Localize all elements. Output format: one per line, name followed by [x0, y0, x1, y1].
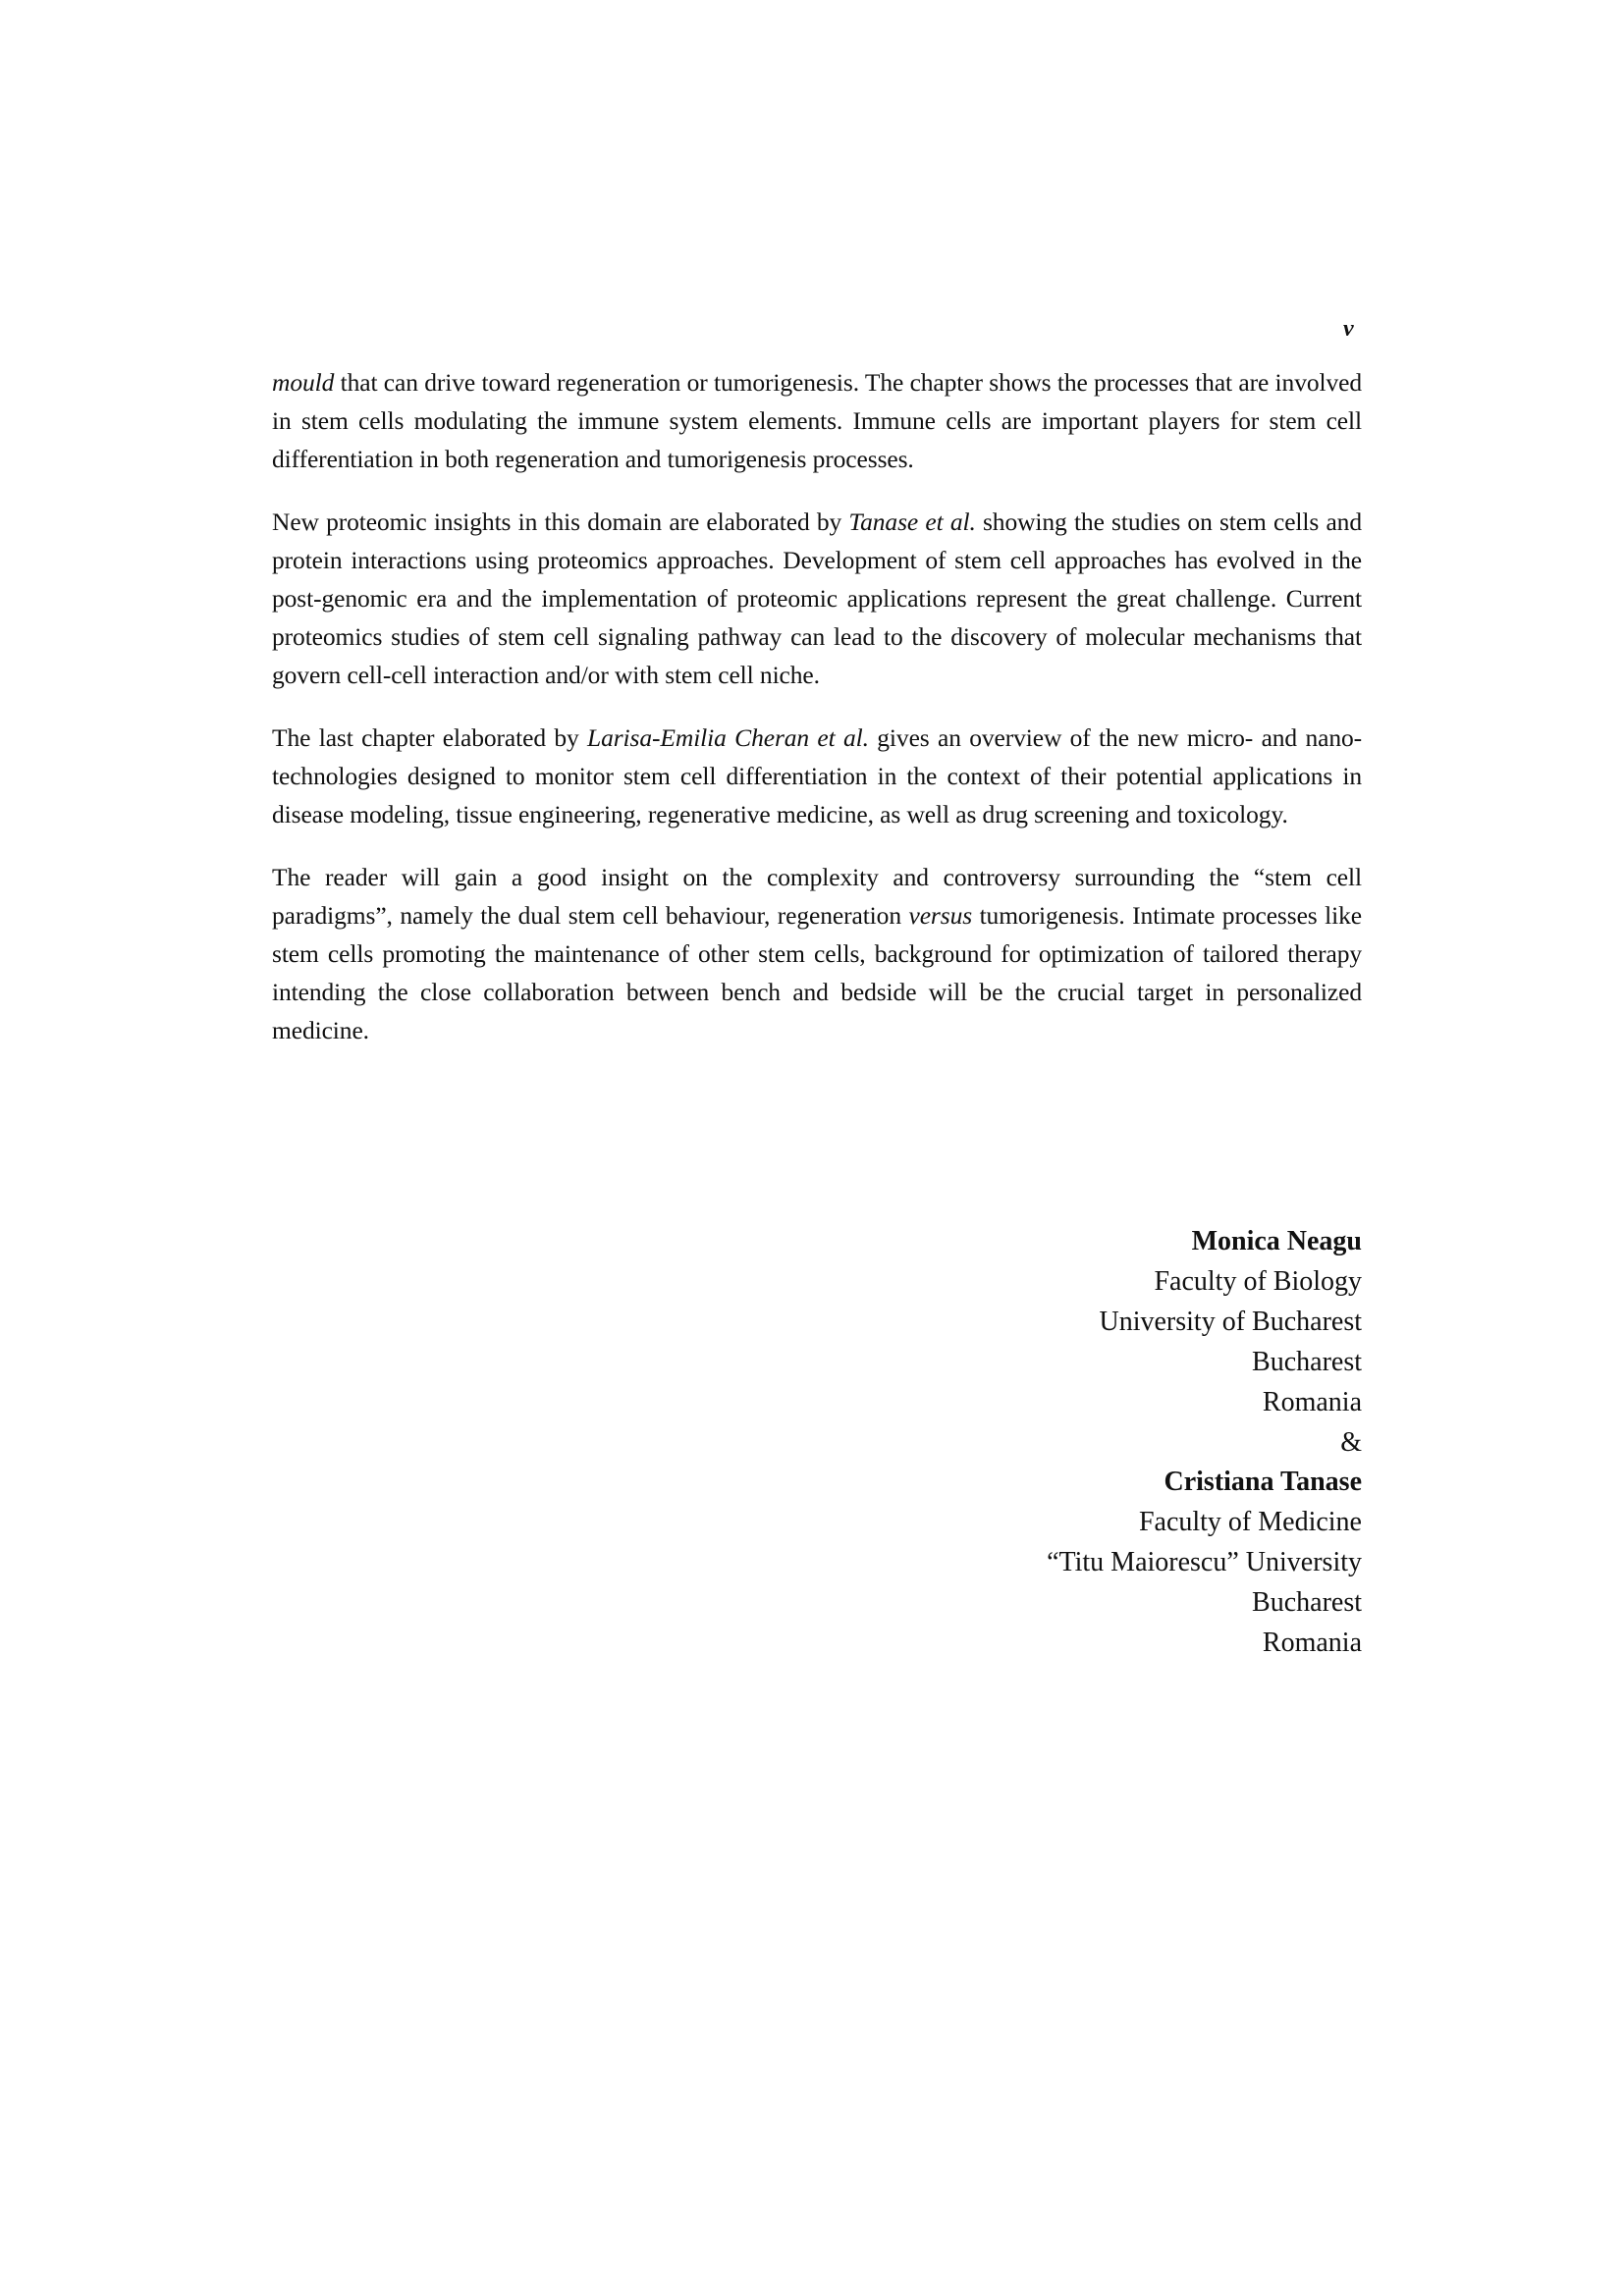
paragraph-nanotech-chapter [272, 719, 1362, 833]
author-affiliation-line: University of Bucharest [1099, 1306, 1362, 1337]
text-segment: The last chapter elaborated by [272, 723, 587, 752]
italic-text-segment: Larisa-Emilia Cheran et al. [587, 723, 869, 752]
author-separator: & [1340, 1426, 1362, 1458]
italic-text-segment: Tanase et al. [848, 507, 976, 536]
author-affiliation-line: “Titu Maiorescu” University [1047, 1547, 1362, 1578]
author-affiliation-line: Bucharest [1252, 1346, 1362, 1377]
text-segment: gives an overview of the new micro- and nano-technologies designed to monitor stem cell differentiation in the context of their potential applications in disease modeling, tissue engineering, regenerative medicine, as well as drug screening and toxicology. [272, 723, 1363, 828]
body-text [272, 363, 1362, 1074]
page-number: v [1343, 316, 1354, 342]
italic-text-segment: versus [908, 901, 973, 930]
italic-text-segment: mould [272, 368, 335, 397]
text-segment: that can drive toward regeneration or tumorigenesis. The chapter shows the processes that are involved in stem cells modulating the immune system elements. Immune cells are important players for stem cell differentiation in both regeneration and tumorigenesis processes. [272, 368, 1362, 473]
author-affiliation-line: Faculty of Medicine [1138, 1507, 1362, 1538]
text-segment: tumorigenesis. Intimate processes like stem cells promoting the maintenance of other stem cells, background for optimization of tailored therapy intending the close collaboration between bench and bedside will be the crucial target in personalized medicine. [272, 901, 1362, 1044]
author-affiliation-line: Bucharest [1252, 1587, 1362, 1619]
text-segment: showing the studies on stem cells and protein interactions using proteomics approaches. Development of stem cell approaches has evolved in the post-genomic era and the implementation of proteomic applications represent the great challenge. Current proteomics studies of stem cell signaling pathway can lead to the discovery of molecular mechanisms that govern cell-cell interaction and/or with stem cell niche. [272, 507, 1362, 689]
paragraph-immune-chapter [272, 363, 1362, 478]
paragraph-conclusion [272, 858, 1362, 1049]
author-affiliation-line: Romania [1262, 1628, 1362, 1659]
author-affiliation-line: Faculty of Biology [1154, 1265, 1362, 1297]
text-segment: The reader will gain a good insight on the complexity and controversy surrounding the “stem cell paradigms”, namely the dual stem cell behaviour, regeneration [272, 863, 1362, 930]
author-affiliation-line: Romania [1262, 1386, 1362, 1417]
text-segment: New proteomic insights in this domain are elaborated by [272, 507, 849, 536]
signature-block [1047, 1222, 1362, 1664]
paragraph-proteomics-chapter [272, 503, 1362, 694]
author-name: Cristiana Tanase [1164, 1467, 1362, 1498]
author-name: Monica Neagu [1191, 1226, 1362, 1256]
